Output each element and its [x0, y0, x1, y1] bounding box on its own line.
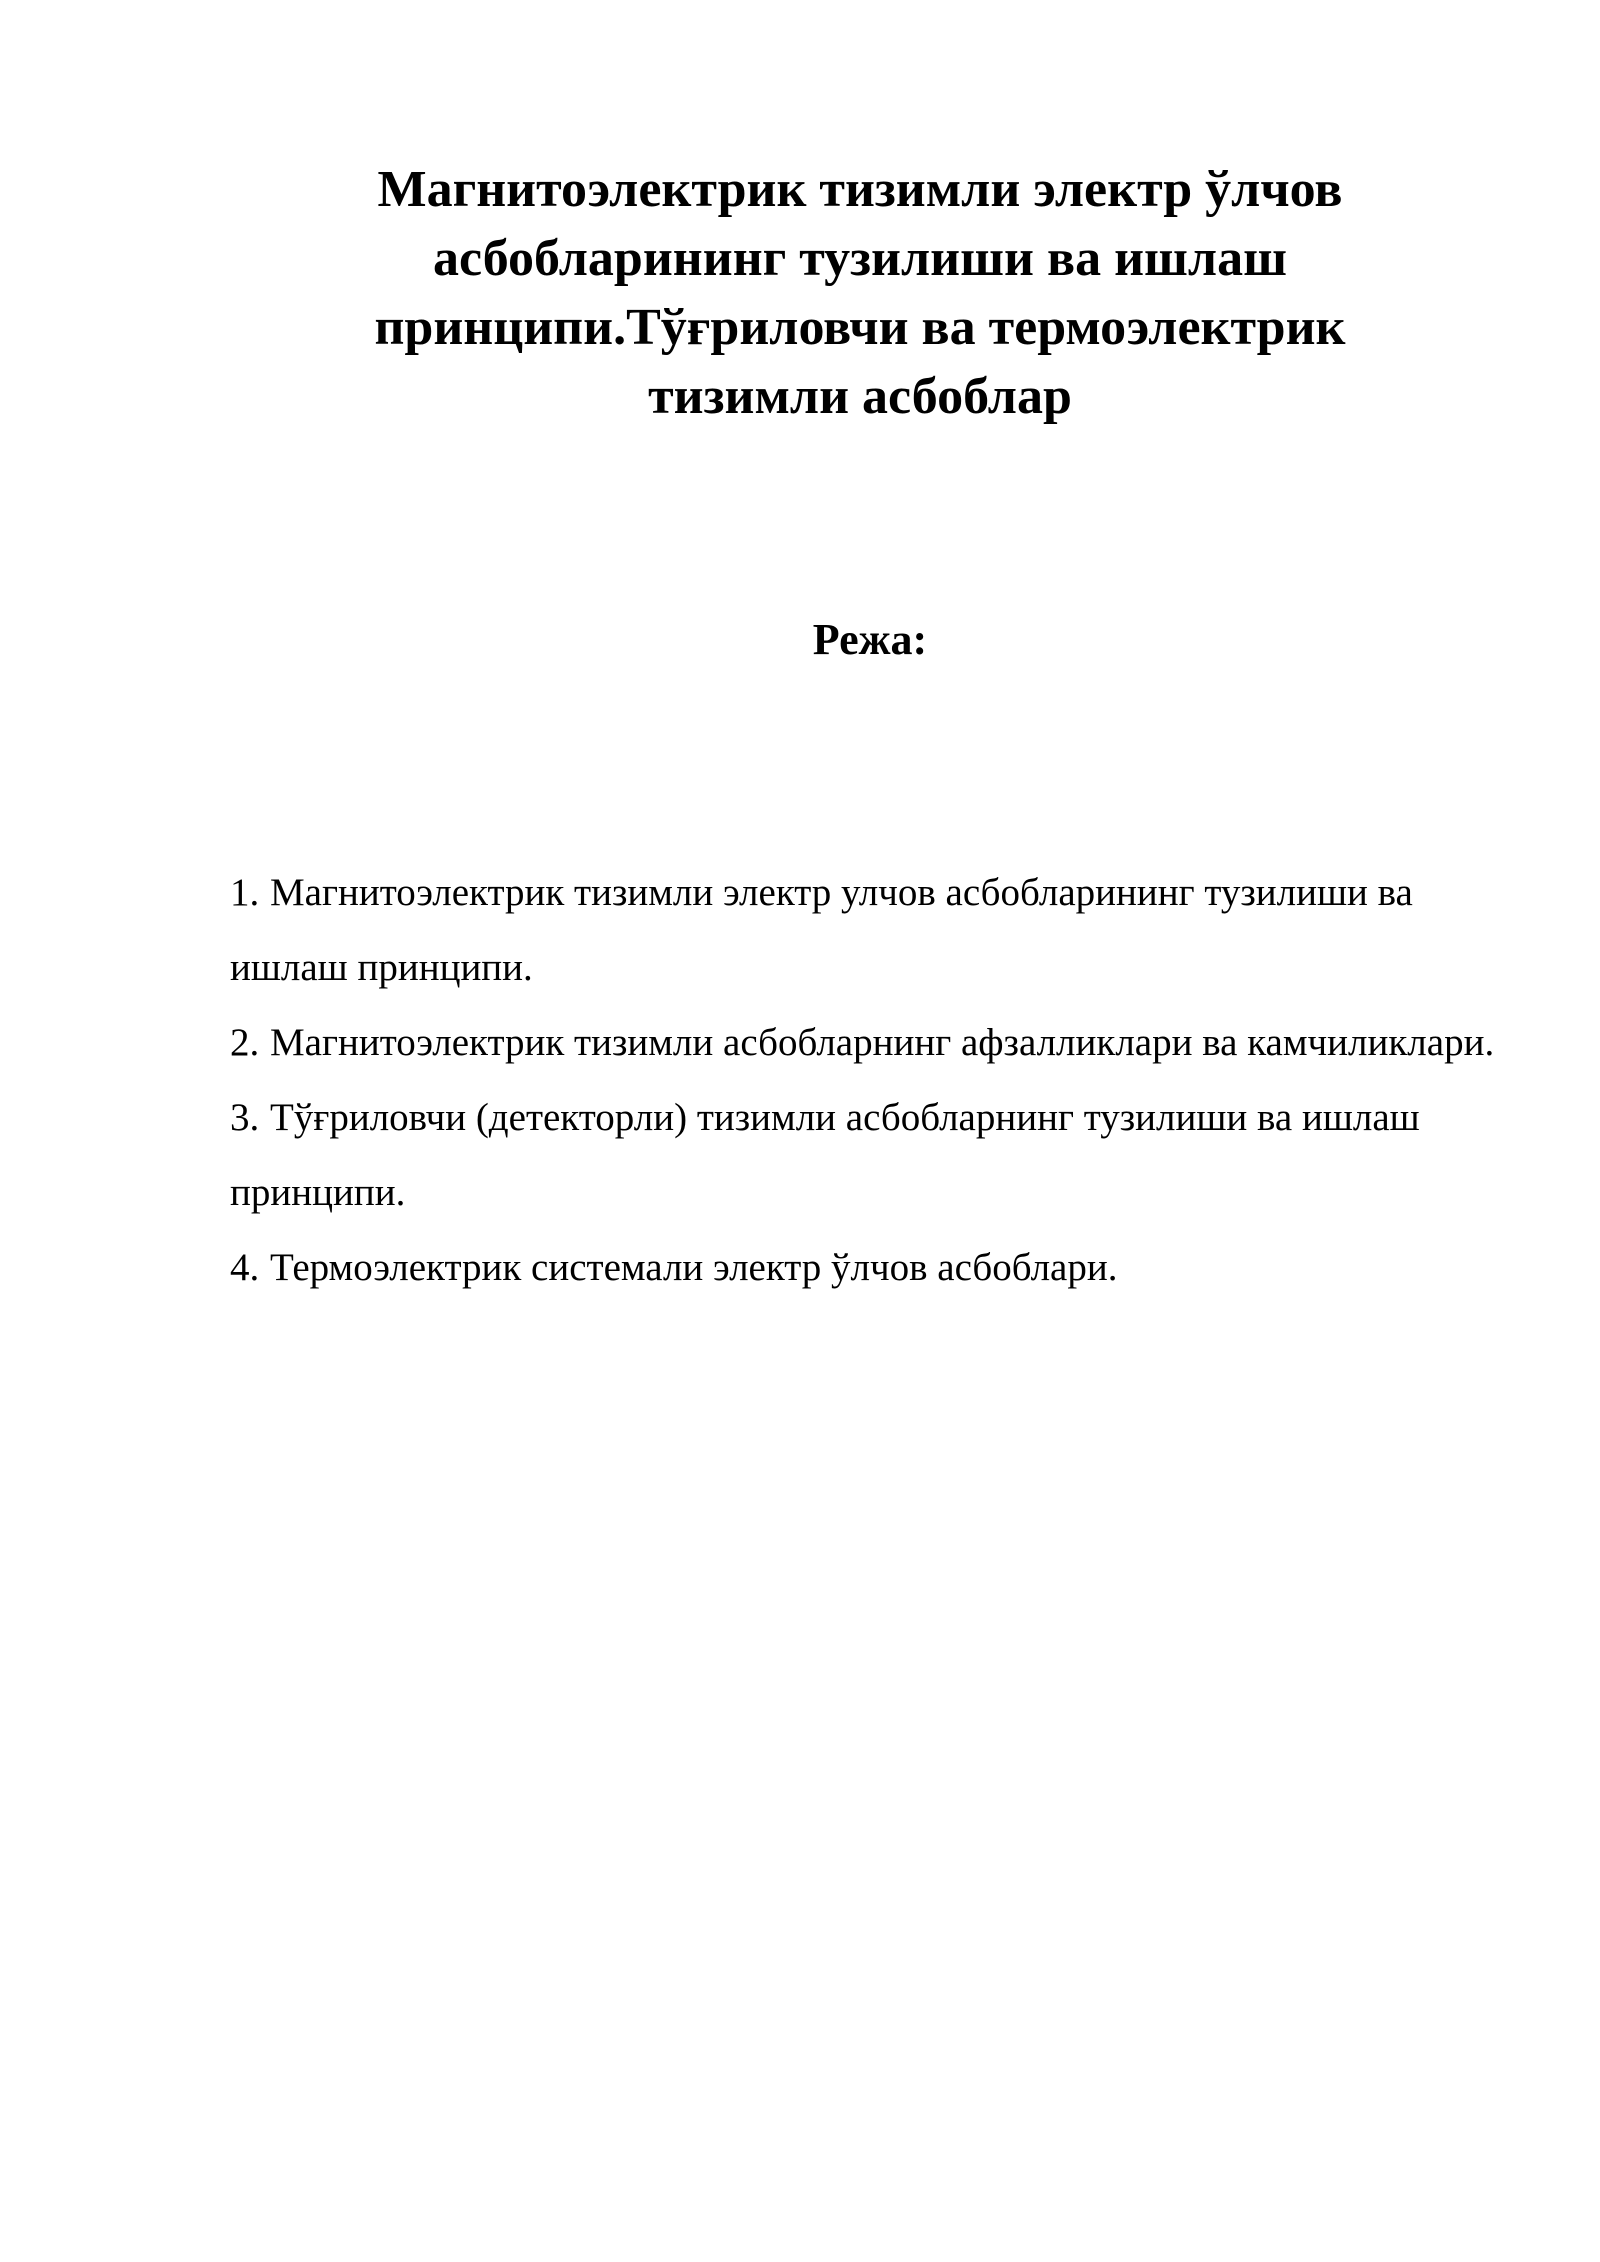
plan-item-text: Термоэлектрик системали электр ўлчов асбоблари. [270, 1246, 1118, 1289]
plan-item-2 [230, 1005, 1510, 1080]
plan-heading: Режа: [812, 615, 928, 664]
plan-item-4 [230, 1230, 1510, 1305]
plan-item-number: 3. [230, 1096, 260, 1139]
plan-item-1 [230, 855, 1510, 1005]
document-title: Магнитоэлектрик тизимли электр ўлчов асбобларининг тузилиши ва ишлаш принципи.Тўғриловчи ва термоэлектрик тизимли асбоблар [374, 161, 1346, 425]
plan-item-number: 1. [230, 871, 260, 914]
plan-list [230, 855, 1510, 1305]
plan-item-3 [230, 1080, 1510, 1230]
plan-item-number: 4. [230, 1246, 260, 1289]
plan-item-number: 2. [230, 1021, 260, 1064]
plan-item-text: Тўғриловчи (детекторли) тизимли асбобларнинг тузилиши ва ишлаш принципи. [230, 1096, 1420, 1214]
plan-item-text: Магнитоэлектрик тизимли электр улчов асбобларининг тузилиши ва ишлаш принципи. [230, 871, 1413, 989]
plan-item-text: Магнитоэлектрик тизимли асбобларнинг афзалликлари ва камчиликлари. [270, 1021, 1495, 1064]
